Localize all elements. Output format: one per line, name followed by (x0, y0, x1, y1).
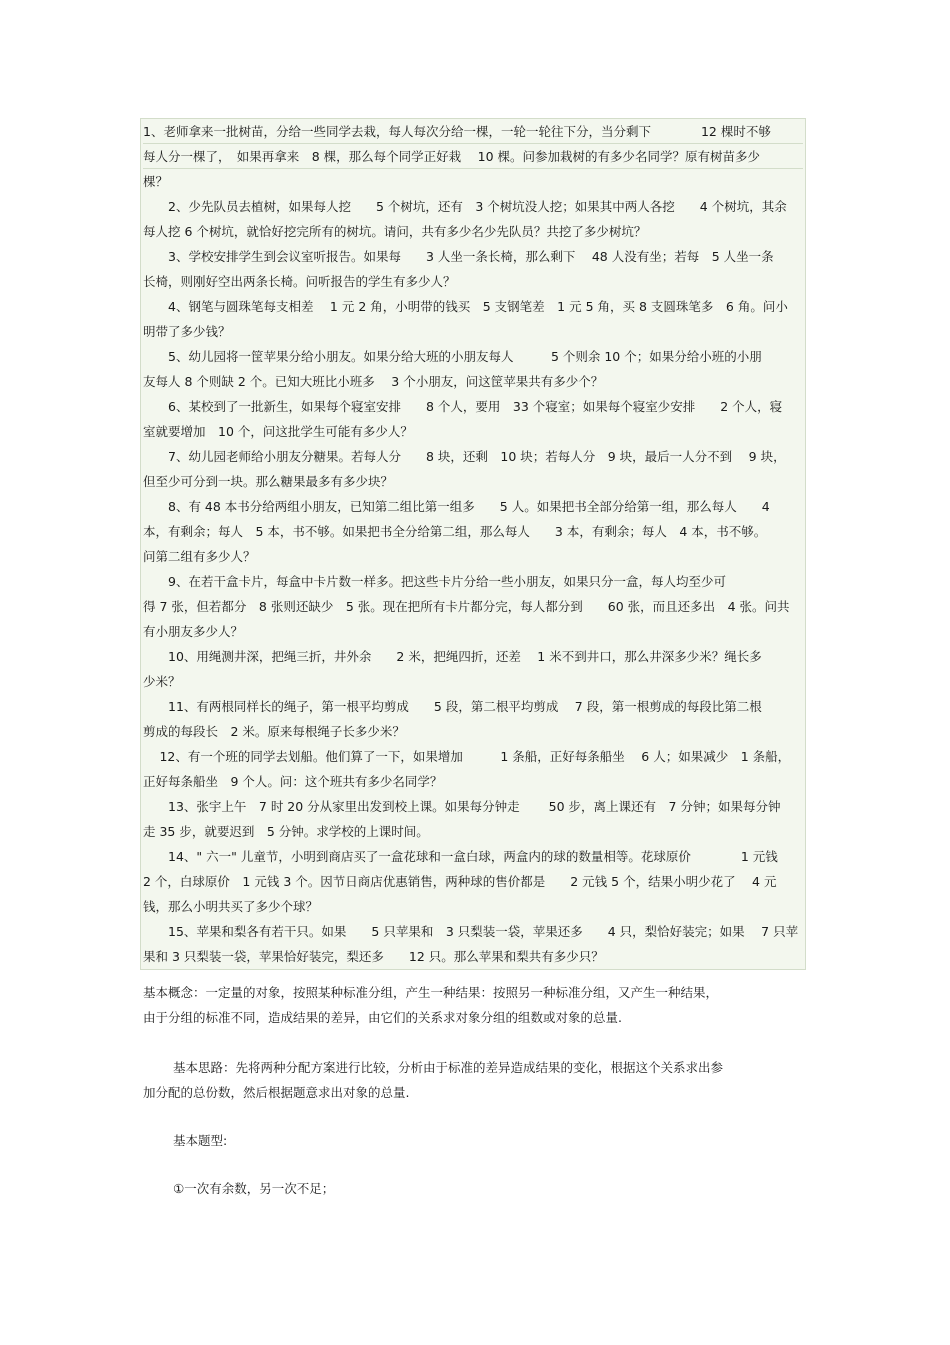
problem-line: 10、用绳测井深，把绳三折，井外余 2 米，把绳四折，还差 1 米不到井口，那么井深多少米？绳长多 (143, 649, 762, 664)
problem-line: 长椅，则刚好空出两条长椅。问听报告的学生有多少人？ (143, 274, 456, 289)
concept-line: 由于分组的标准不同，造成结果的差异，由它们的关系求对象分组的组数或对象的总量. (143, 1010, 622, 1025)
problem-line: 每人分一棵了， 如果再拿来 8 棵，那么每个同学正好栽 10 棵。问参加栽树的有多少名同学？原有树苗多少 (143, 144, 803, 169)
problem-line: 剪成的每段长 2 米。原来每根绳子长多少米？ (143, 724, 405, 739)
problem-line: 7、幼儿园老师给小朋友分糖果。若每人分 8 块，还剩 10 块；若每人分 9 块，最后一人分不到 9 块， (143, 449, 786, 464)
problem-line: 3、学校安排学生到会议室听报告。如果每 3 人坐一条长椅，那么剩下 48 人没有坐；若每 5 人坐一条 (143, 249, 774, 264)
problem-line: 13、张宇上午 7 时 20 分从家里出发到校上课。如果每分钟走 50 步，离上课还有 7 分钟；如果每分钟 (143, 799, 781, 814)
problem-line: 12、有一个班的同学去划船。他们算了一下，如果增加 1 条船，正好每条船坐 6 人；如果减少 1 条船， (143, 749, 791, 764)
type-item: ①一次有余数，另一次不足； (173, 1181, 335, 1196)
types-heading: 基本题型: (173, 1133, 228, 1148)
problem-line: 14、" 六一" 儿童节，小明到商店买了一盒花球和一盒白球，两盒内的球的数量相等。花球原价 1 元钱 (143, 849, 778, 864)
problem-line: 有小朋友多少人？ (143, 624, 244, 639)
concept-line: 基本概念：一定量的对象，按照某种标准分组，产生一种结果：按照另一种标准分组，又产生一种结果， (143, 985, 719, 1000)
idea-line: 加分配的总份数，然后根据题意求出对象的总量. (143, 1085, 410, 1100)
problem-line: 钱，那么小明共买了多少个球？ (143, 899, 319, 914)
problem-line: 棵？ (143, 174, 169, 189)
problem-line: 6、某校到了一批新生，如果每个寝室安排 8 个人，要用 33 个寝室；如果每个寝室少安排 2 个人，寝 (143, 399, 783, 414)
problem-line: 11、有两根同样长的绳子，第一根平均剪成 5 段，第二根平均剪成 7 段，第一根剪成的每段比第二根 (143, 699, 762, 714)
problem-line: 4、钢笔与圆珠笔每支相差 1 元 2 角，小明带的钱买 5 支钢笔差 1 元 5 角，买 8 支圆珠笔多 6 角。问小 (143, 299, 788, 314)
problem-line: 正好每条船坐 9 个人。问：这个班共有多少名同学？ (143, 774, 443, 789)
problem-line: 15、苹果和梨各有若干只。如果 5 只苹果和 3 只梨装一袋，苹果还多 4 只，梨恰好装完；如果 7 只苹 (143, 924, 799, 939)
problem-line: 5、幼儿园将一筐苹果分给小朋友。如果分给大班的小朋友每人 5 个则余 10 个；如果分给小班的小朋 (143, 349, 762, 364)
problem-line: 少米？ (143, 674, 181, 689)
problem-line: 2、少先队员去植树，如果每人挖 5 个树坑，还有 3 个树坑没人挖；如果其中两人各挖 4 个树坑，其余 (143, 199, 787, 214)
problem-line: 友每人 8 个则缺 2 个。已知大班比小班多 3 个小朋友，问这筐苹果共有多少个？ (143, 374, 604, 389)
problem-line: 9、在若干盒卡片，每盒中卡片数一样多。把这些卡片分给一些小朋友，如果只分一盒，每人均至少可 (143, 574, 726, 589)
problem-line: 果和 3 只梨装一袋，苹果恰好装完，梨还多 12 只。那么苹果和梨共有多少只？ (143, 949, 604, 964)
notes-section (143, 980, 783, 1201)
problem-line: 每人挖 6 个树坑，就恰好挖完所有的树坑。请问，共有多少名少先队员？共挖了多少树坑？ (143, 224, 647, 239)
problem-list (140, 118, 806, 970)
problem-line: 1、老师拿来一批树苗，分给一些同学去栽，每人每次分给一棵，一轮一轮往下分，当分剩下 12 棵时不够 (143, 119, 803, 144)
problem-line: 本，有剩余；每人 5 本，书不够。如果把书全分给第二组，那么每人 3 本，有剩余；每人 4 本，书不够。 (143, 524, 767, 539)
problem-line: 明带了多少钱？ (143, 324, 231, 339)
problem-line: 室就要增加 10 个，问这批学生可能有多少人？ (143, 424, 413, 439)
problem-line: 2 个，白球原价 1 元钱 3 个。因节日商店优惠销售，两种球的售价都是 2 元钱 5 个，结果小明少花了 4 元 (143, 874, 777, 889)
problem-line: 但至少可分到一块。那么糖果最多有多少块？ (143, 474, 394, 489)
problem-line: 8、有 48 本书分给两组小朋友，已知第二组比第一组多 5 人。如果把书全部分给第一组，那么每人 4 (143, 499, 770, 514)
problem-line: 问第二组有多少人？ (143, 549, 256, 564)
idea-line: 基本思路：先将两种分配方案进行比较，分析由于标准的差异造成结果的变化，根据这个关系求出参 (173, 1060, 724, 1075)
problem-line: 走 35 步，就要迟到 5 分钟。求学校的上课时间。 (143, 824, 429, 839)
problem-line: 得 7 张，但若都分 8 张则还缺少 5 张。现在把所有卡片都分完，每人都分到 60 张，而且还多出 4 张。问共 (143, 599, 790, 614)
